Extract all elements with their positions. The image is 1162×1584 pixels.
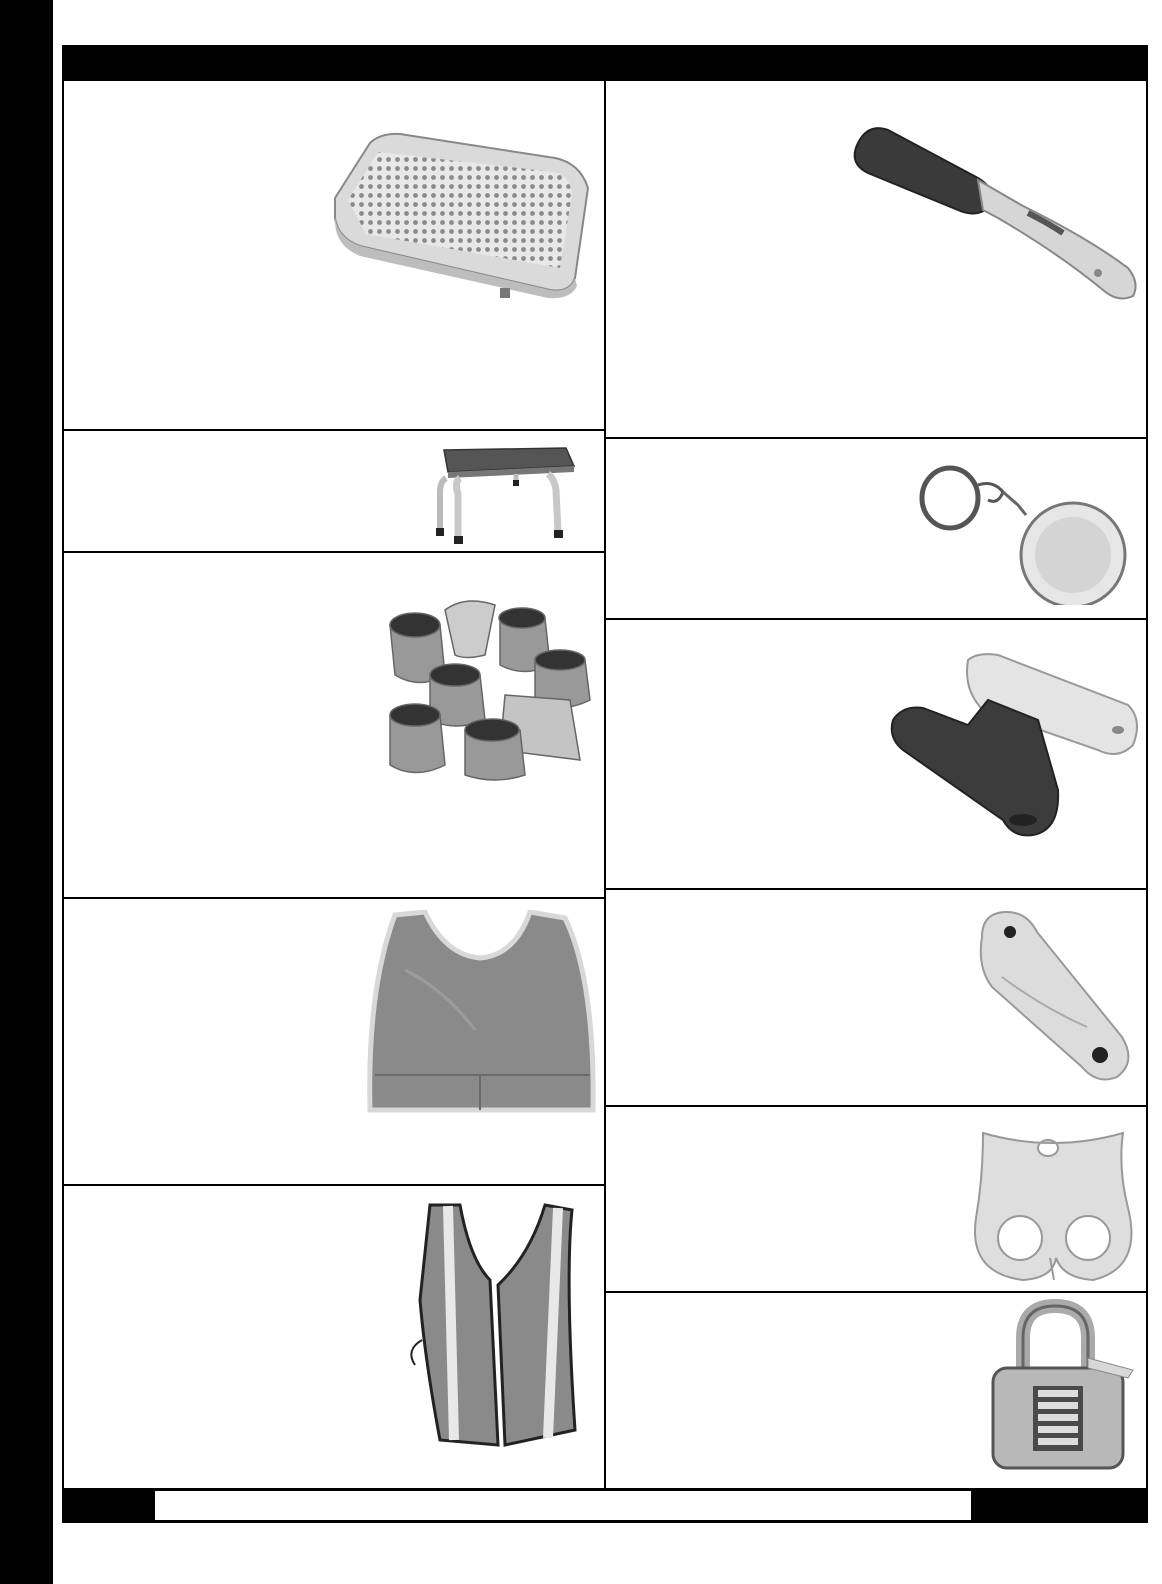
divider-left-1 — [62, 429, 605, 431]
keyring-pill-box-icon — [918, 460, 1128, 605]
divider-left-2 — [62, 551, 605, 553]
divider-left-3 — [62, 897, 605, 899]
tap-turner-icon — [968, 1128, 1138, 1283]
header-bar — [62, 45, 1148, 81]
key-turner-icon — [972, 907, 1137, 1082]
divider-right-1 — [605, 437, 1148, 439]
divider-right-5 — [605, 1291, 1148, 1293]
divider-right-3 — [605, 888, 1148, 890]
combination-padlock-icon — [988, 1298, 1138, 1476]
divider-right-4 — [605, 1105, 1148, 1107]
left-edge-bar — [0, 0, 53, 1584]
column-divider — [604, 81, 606, 1488]
divider-right-2 — [605, 618, 1148, 620]
footrest-icon — [330, 128, 600, 300]
rubber-ferrules-icon — [385, 580, 595, 785]
curved-handle-knife-icon — [848, 118, 1143, 308]
key-holder-icon — [888, 650, 1140, 840]
divider-left-4 — [62, 1184, 605, 1186]
bib-apron-icon — [365, 910, 600, 1115]
hi-vis-vest-icon — [400, 1200, 585, 1450]
footer-text-box — [155, 1491, 971, 1520]
step-stool-icon — [430, 442, 578, 544]
